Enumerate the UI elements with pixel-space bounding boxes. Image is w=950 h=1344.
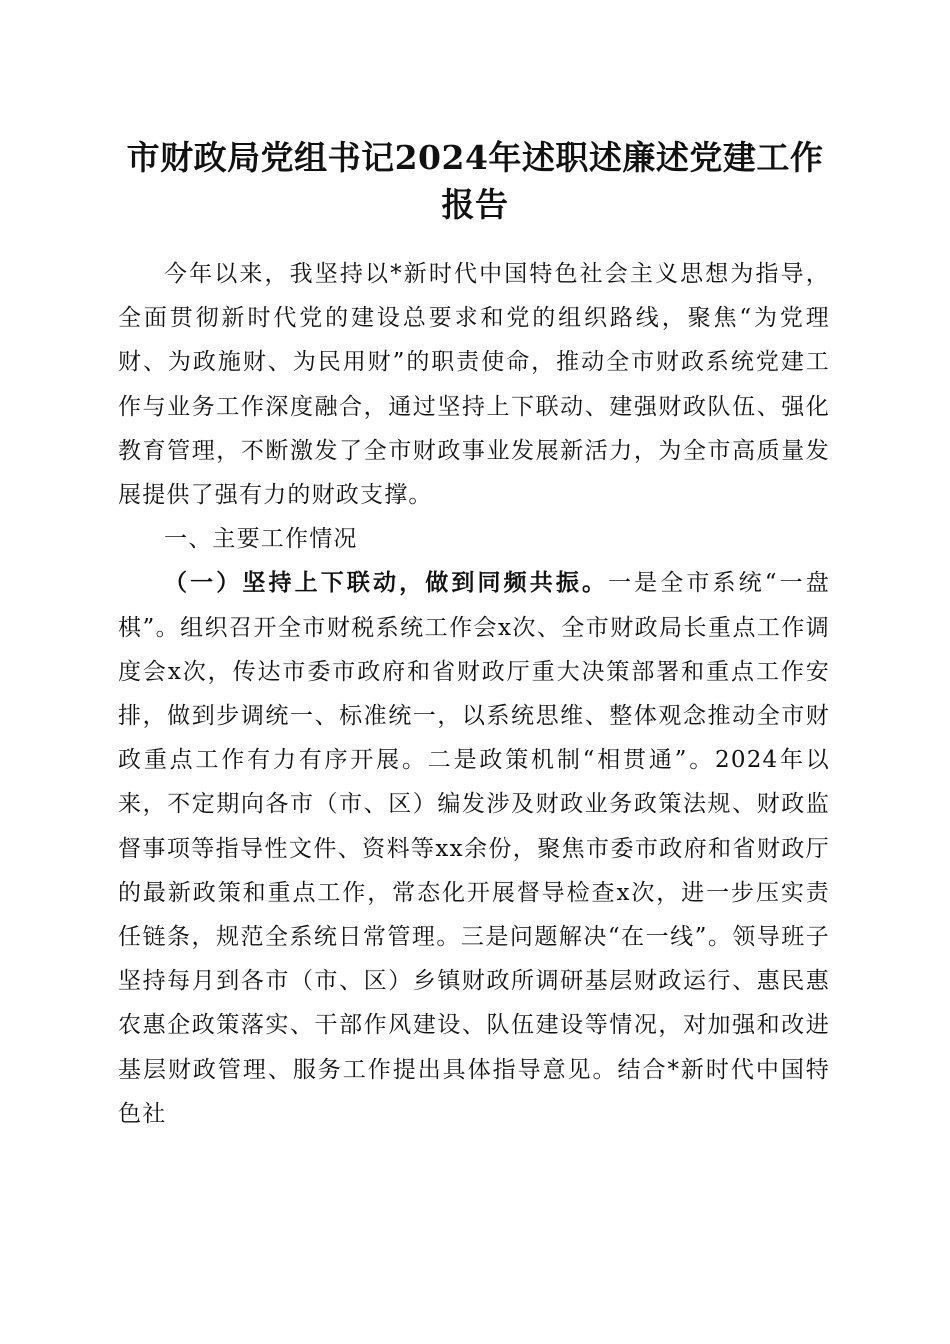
section-heading: 一、主要工作情况 <box>164 526 358 553</box>
subsection-body: 一是全市系统“一盘棋”。组织召开全市财税系统工作会x次、全市财政局长重点工作调度会x次，传达市委市政府和省财政厅重大决策部署和重点工作安排，做到步调统一、标准统一，以系统思维、整体观念推动全市财政重点工作有力有序开展。二是政策机制“相贯通”。2024年以来，不定期向各市（市、区）编发涉及财政业务政策法规、财政监督事项等指导性文件、资料等xx余份，聚焦市委市政府和省财政厅的最新政策和重点工作，常态化开展督导检查x次，进一步压实责任链条，规范全系统日常管理。三是问题解决“在一线”。领导班子坚持每月到各市（市、区）乡镇财政所调研基层财政运行、惠民惠农惠企政策落实、干部作风建设、队伍建设等情况，对加强和改进基层财政管理、服务工作提出具体指导意见。结合*新时代中国特色社 <box>118 570 830 1127</box>
document-title: 市财政局党组书记2024年述职述廉述党建工作报告 <box>126 138 824 224</box>
subsection-paragraph <box>118 561 830 1136</box>
document-body <box>118 252 830 1136</box>
subsection-heading: （一）坚持上下联动，做到同频共振。 <box>164 569 609 597</box>
intro-paragraph: 今年以来，我坚持以*新时代中国特色社会主义思想为指导，全面贯彻新时代党的建设总要求和党的组织路线，聚焦“为党理财、为政施财、为民用财”的职责使命，推动全市财政系统党建工作与业务工作深度融合，通过坚持上下联动、建强财政队伍、强化教育管理，不断激发了全市财政事业发展新活力，为全市高质量发展提供了强有力的财政支撑。 <box>118 261 830 509</box>
